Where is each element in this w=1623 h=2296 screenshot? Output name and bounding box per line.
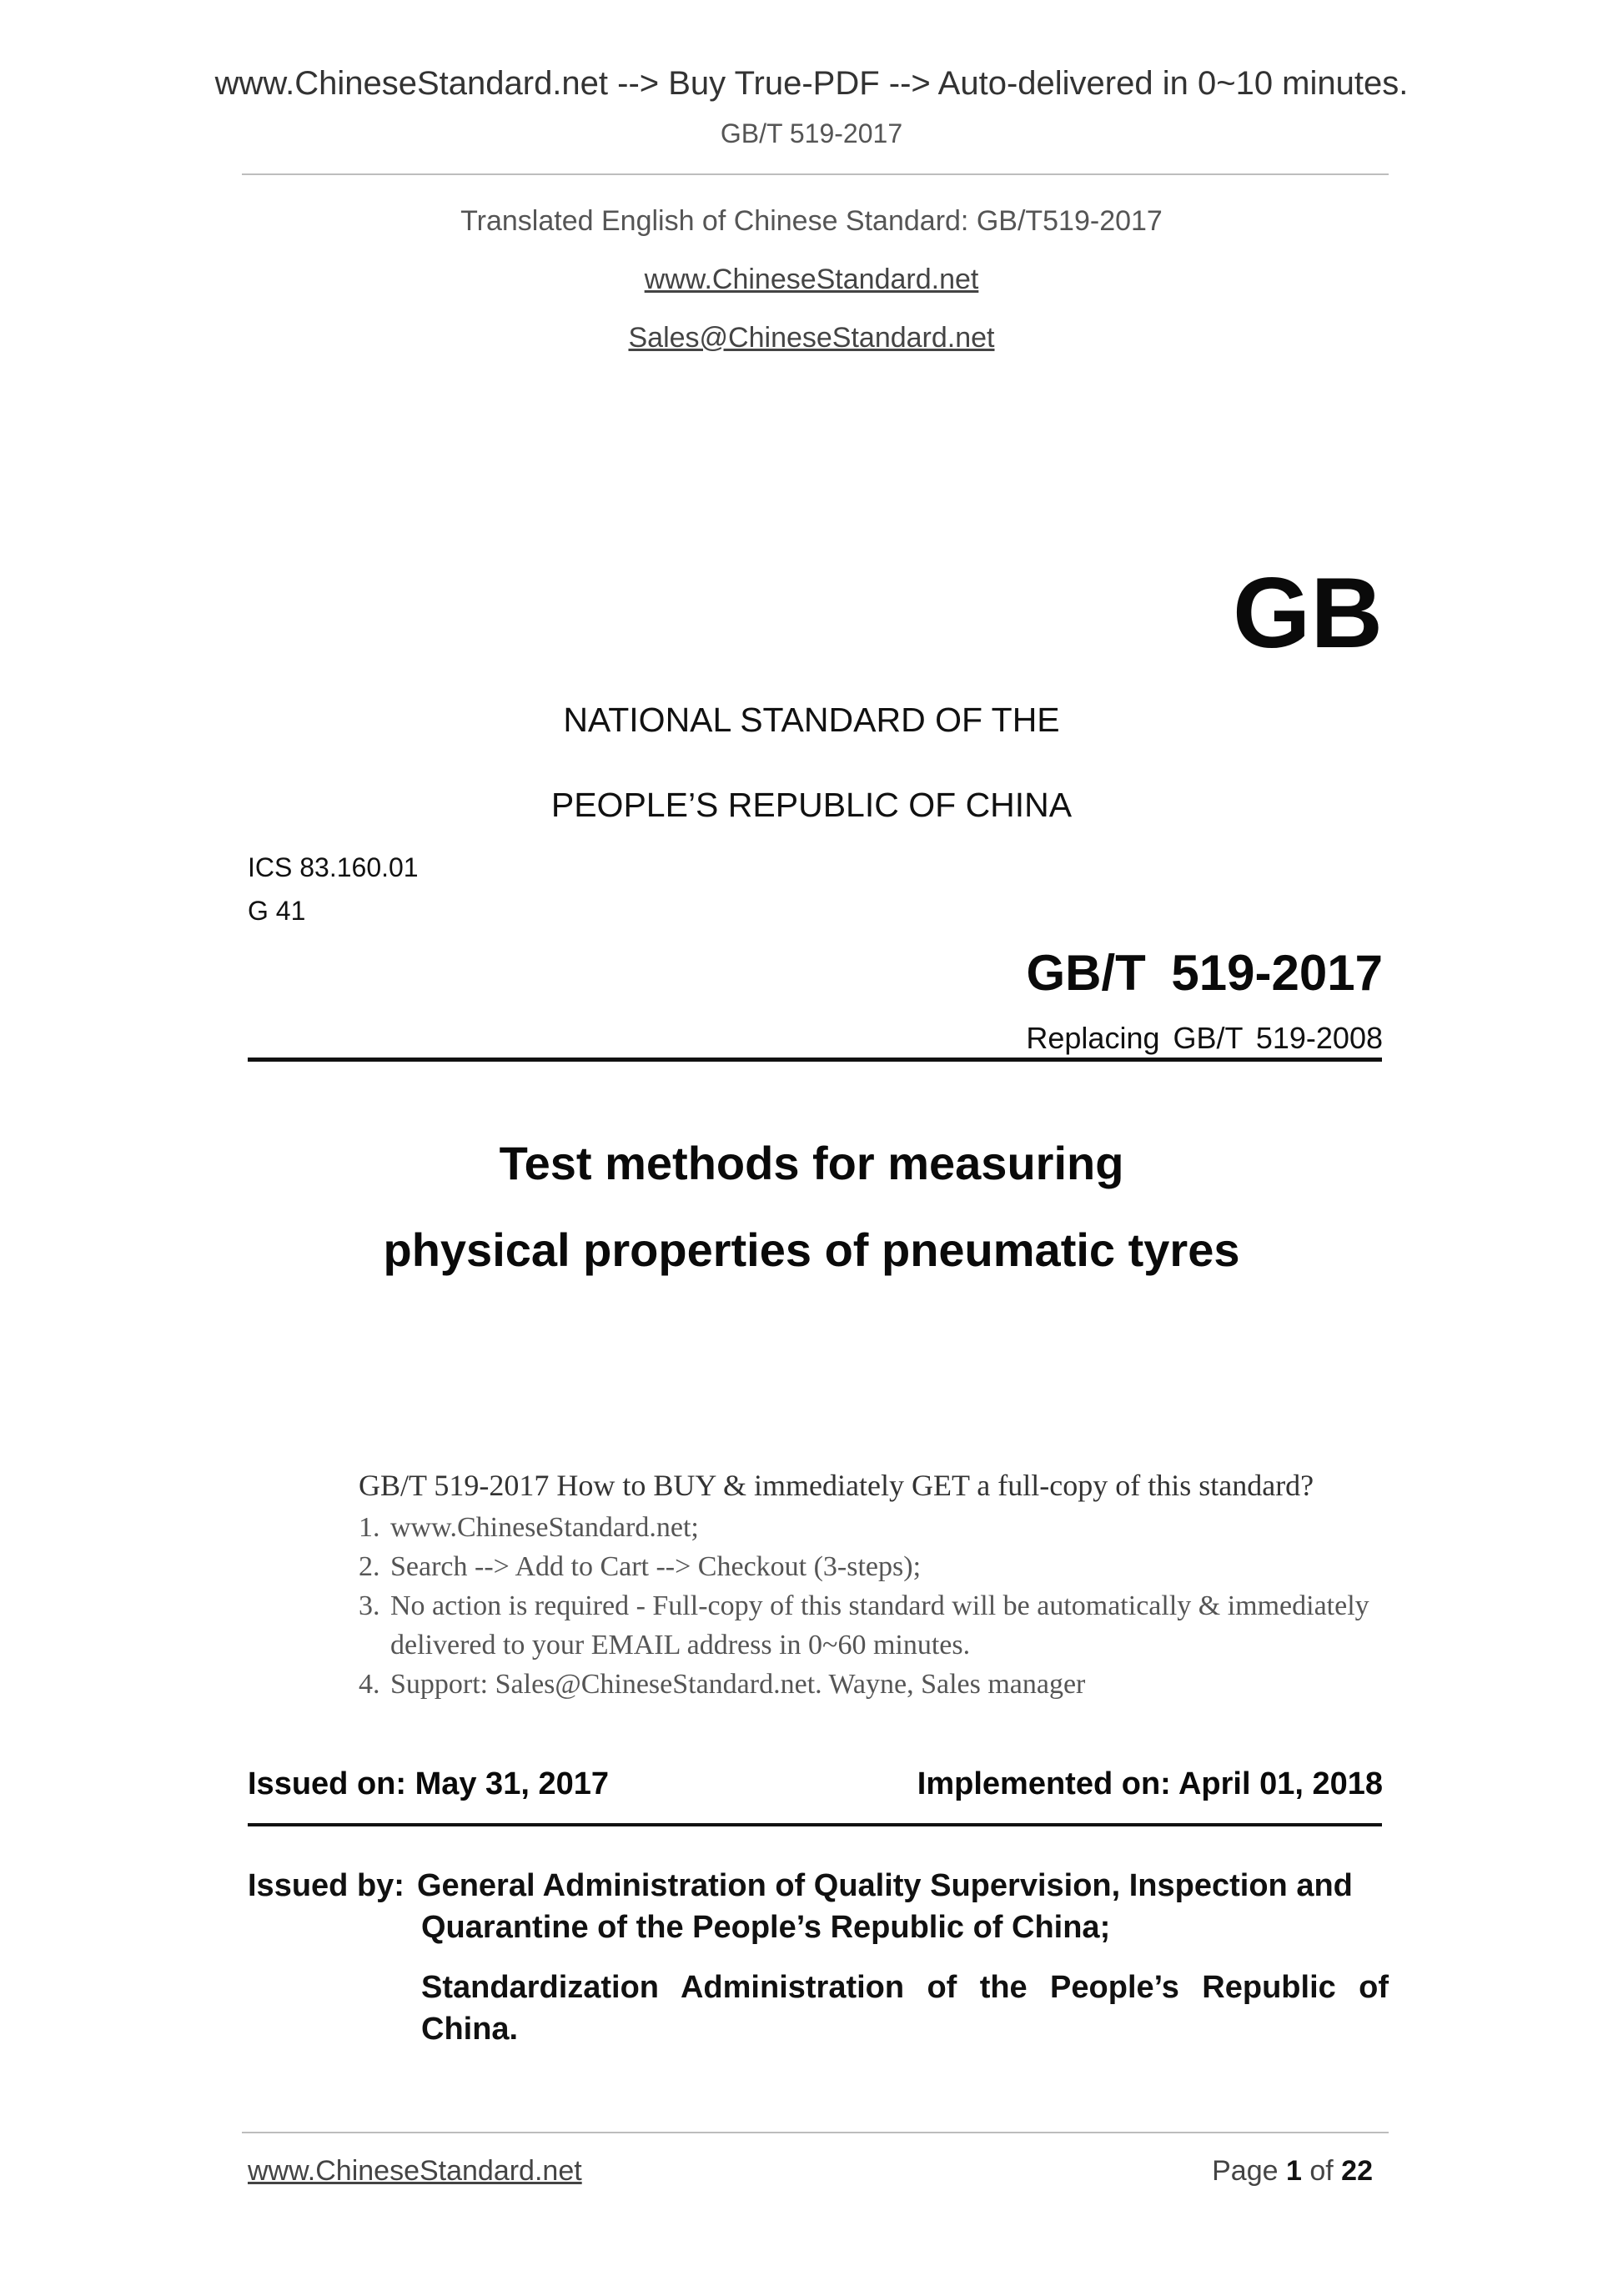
buy-step-text: No action is required - Full-copy of this standard will be automatically & immediately delivered to your EMAIL address in 0~60 minutes. <box>390 1590 1369 1660</box>
classification-code: G 41 <box>248 896 306 926</box>
buy-step-number: 4. <box>359 1669 380 1700</box>
buy-box <box>359 1465 1409 1704</box>
page-label: Page <box>1212 2155 1279 2187</box>
ics-code: ICS 83.160.01 <box>248 852 419 882</box>
sales-email-link[interactable]: Sales@ChineseStandard.net <box>628 322 995 354</box>
footer-divider <box>242 2132 1389 2133</box>
page-total: 22 <box>1341 2155 1373 2187</box>
buy-step-number: 2. <box>359 1551 380 1582</box>
translated-line: Translated English of Chinese Standard: GB/T519-2017 <box>460 205 1163 237</box>
site-link[interactable]: www.ChineseStandard.net <box>644 264 979 295</box>
issuer-1: General Administration of Quality Supervision, Inspection and Quarantine of the People’s Republic of China; <box>417 1868 1353 1945</box>
national-standard-line1: NATIONAL STANDARD OF THE <box>563 701 1060 739</box>
header-promo-line: www.ChineseStandard.net --> Buy True-PDF --> Auto-delivered in 0~10 minutes. <box>214 65 1409 102</box>
buy-step-number: 3. <box>359 1590 380 1621</box>
document-title-line1: Test methods for measuring <box>499 1137 1124 1189</box>
footer-site-wrapper <box>248 2155 582 2188</box>
buy-step-number: 1. <box>359 1512 380 1543</box>
issued-on-date: Issued on: May 31, 2017 <box>248 1766 609 1801</box>
header-divider <box>242 173 1389 175</box>
buy-box-heading: GB/T 519-2017 How to BUY & immediately GET a full-copy of this standard? <box>359 1469 1314 1502</box>
buy-step-text: Support: Sales@ChineseStandard.net. Wayne, Sales manager <box>390 1669 1086 1700</box>
dates-rule <box>248 1823 1382 1826</box>
national-standard-line2: PEOPLE’S REPUBLIC OF CHINA <box>550 786 1073 824</box>
title-rule <box>248 1058 1382 1062</box>
buy-step <box>359 1547 1409 1586</box>
intro-site-wrapper <box>0 264 1623 296</box>
gb-logo: GB <box>1233 557 1383 669</box>
page-indicator <box>1212 2155 1373 2188</box>
header-doc-code: GB/T 519-2017 <box>720 118 903 148</box>
implemented-on-date: Implemented on: April 01, 2018 <box>917 1766 1383 1801</box>
footer-site-link[interactable]: www.ChineseStandard.net <box>248 2155 582 2187</box>
issuer-2: Standardization Administration of the People’s Republic of China. <box>421 1970 1389 2047</box>
buy-steps-list <box>359 1508 1409 1704</box>
document-title-line2: physical properties of pneumatic tyres <box>383 1223 1240 1276</box>
issued-by-label: Issued by: <box>248 1868 404 1903</box>
page-of: of <box>1309 2155 1334 2187</box>
replacing-standard: Replacing GB/T 519-2008 <box>1026 1021 1383 1055</box>
buy-step-text[interactable]: www.ChineseStandard.net; <box>390 1512 699 1543</box>
page-current: 1 <box>1285 2155 1302 2187</box>
standard-number: GB/T 519-2017 <box>1026 945 1383 1001</box>
intro-email-wrapper <box>0 322 1623 354</box>
buy-step <box>359 1586 1374 1665</box>
buy-step-text: Search --> Add to Cart --> Checkout (3-steps); <box>390 1551 922 1582</box>
buy-step <box>359 1665 1409 1704</box>
buy-step <box>359 1508 1409 1547</box>
